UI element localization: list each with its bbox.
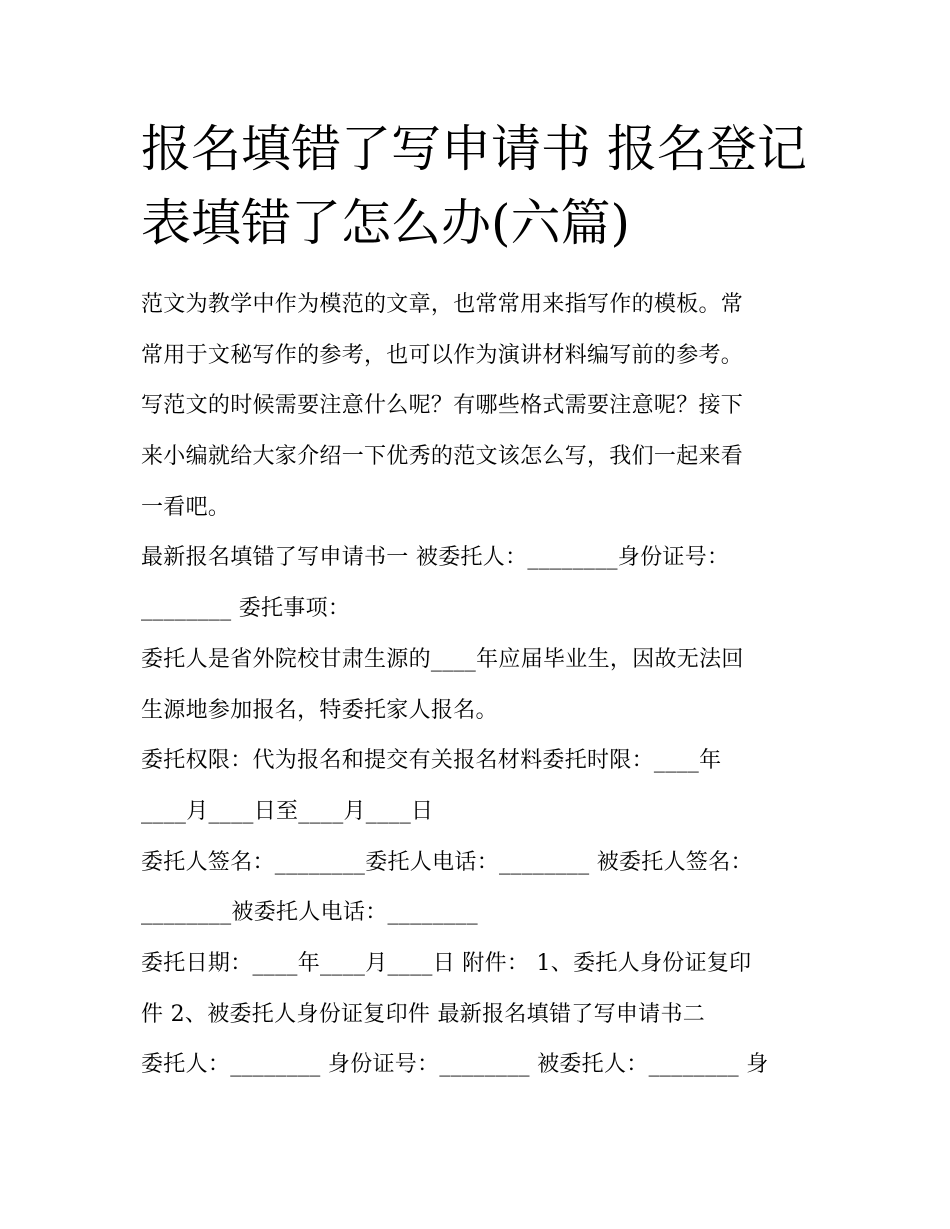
title-line-2: 表填错了怎么办(六篇)	[141, 194, 631, 252]
body-line: 生源地参加报名，特委托家人报名。	[141, 697, 498, 723]
body-line: 最新报名填错了写申请书一 被委托人：________身份证号：	[141, 545, 730, 571]
body-line: ____月____日至____月____日	[141, 798, 434, 824]
body-line: 范文为教学中作为模范的文章，也常常用来指写作的模板。常	[141, 292, 744, 317]
document-title	[141, 112, 841, 260]
body-line: 来小编就给大家介绍一下优秀的范文该怎么写，我们一起来看	[141, 444, 744, 470]
body-line: 写范文的时候需要注意什么呢？有哪些格式需要注意呢？接下	[141, 393, 744, 419]
body-line: 件 2、被委托人身份证复印件 最新报名填错了写申请书二	[141, 1001, 706, 1027]
body-line: 一看吧。	[141, 494, 231, 520]
body-line: 常用于文秘写作的参考，也可以作为演讲材料编写前的参考。	[141, 342, 744, 368]
title-line-1: 报名填错了写申请书 报名登记	[141, 120, 807, 178]
body-line: 委托人是省外院校甘肃生源的____年应届毕业生，因故无法回	[141, 646, 744, 672]
body-line: ________被委托人电话：________	[141, 900, 478, 926]
body-line: 委托人：________ 身份证号：________ 被委托人：________ 身	[141, 1052, 769, 1078]
document-body	[141, 280, 831, 1091]
body-line: 委托权限：代为报名和提交有关报名材料委托时限：____年	[141, 748, 722, 774]
body-line: ________ 委托事项：	[141, 596, 351, 622]
body-line: 委托人签名：________委托人电话：________ 被委托人签名：	[141, 849, 753, 875]
body-line: 委托日期：____年____月____日 附件： 1、委托人身份证复印	[141, 950, 752, 976]
